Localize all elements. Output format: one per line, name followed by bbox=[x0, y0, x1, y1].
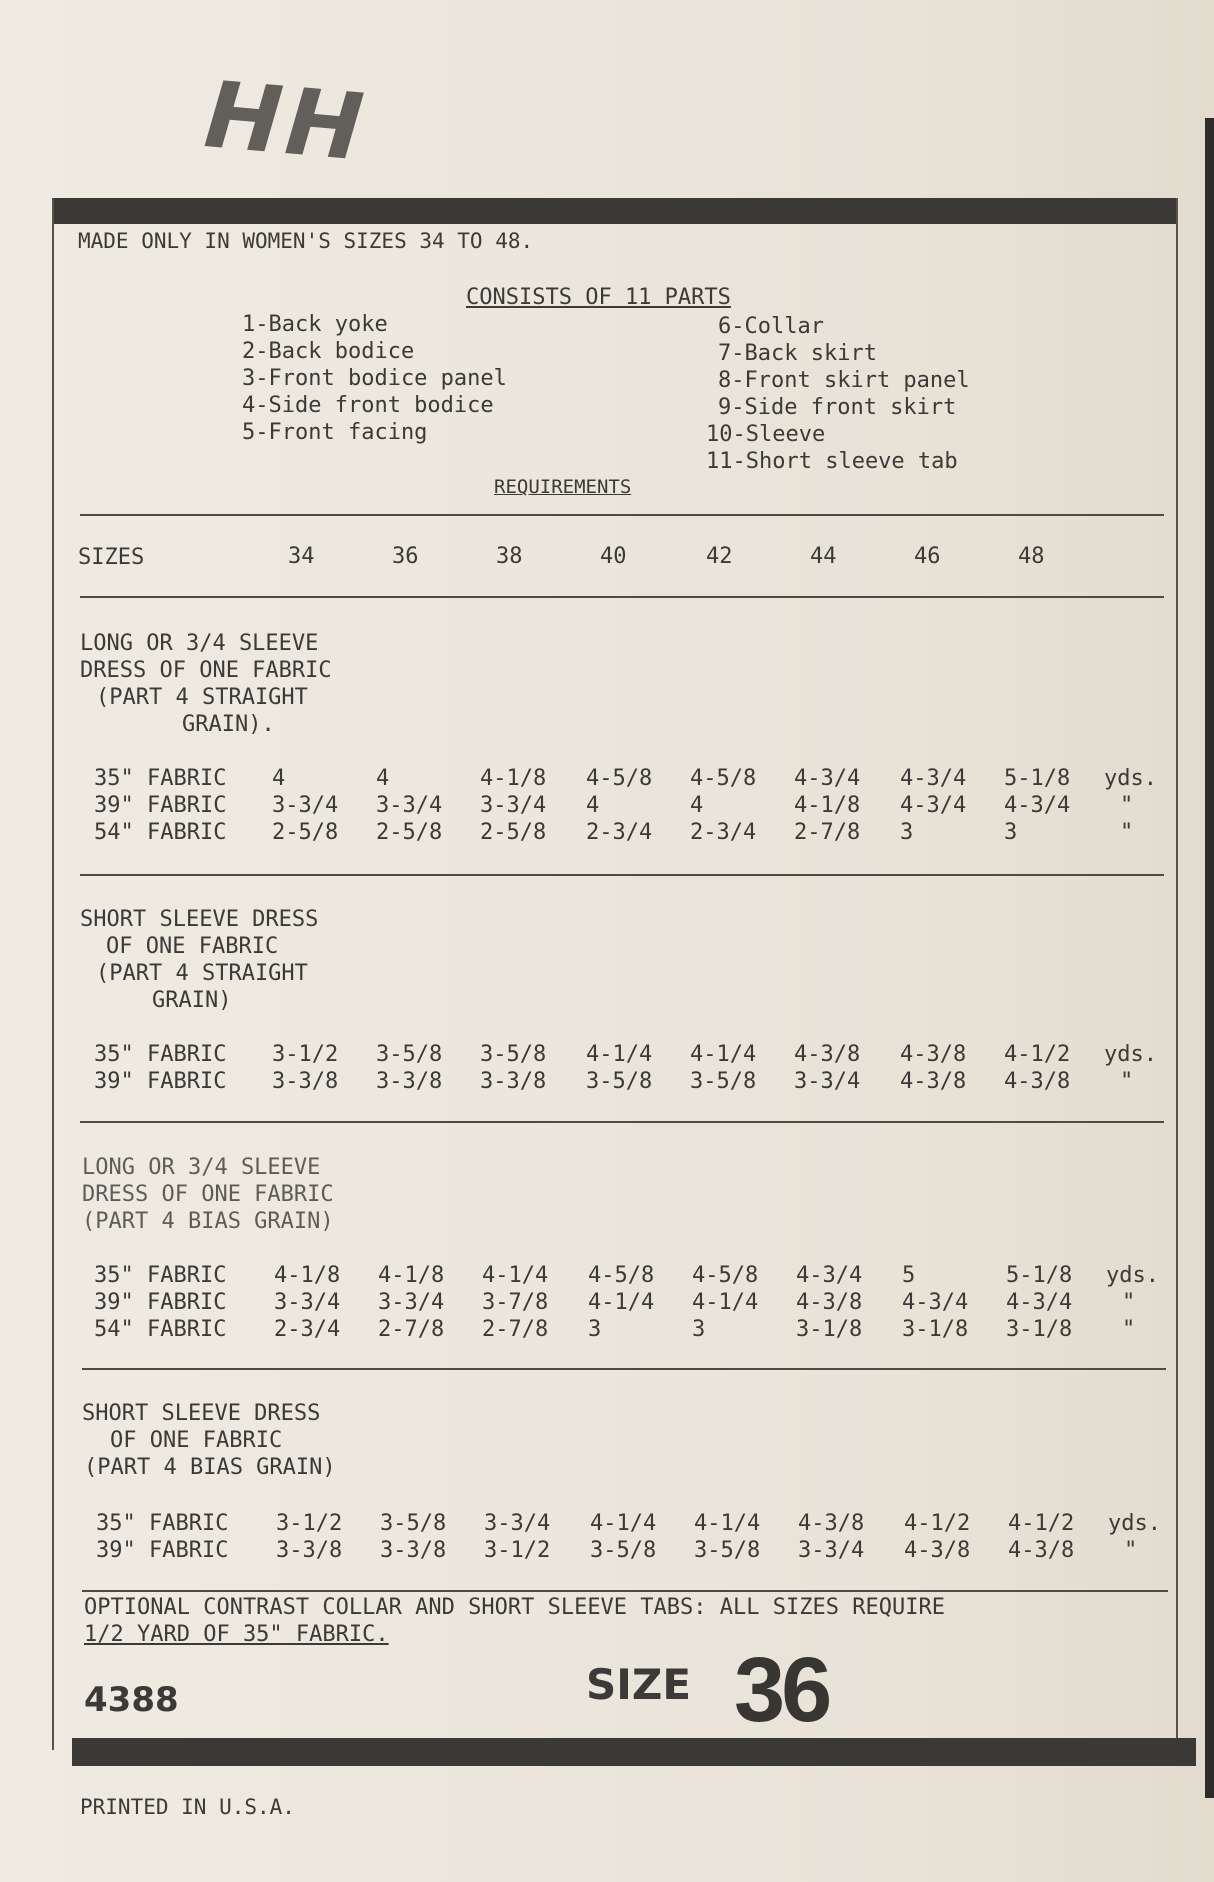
yardage-cell: 4-1/4 bbox=[692, 1290, 759, 1315]
yardage-cell: 4-1/4 bbox=[588, 1290, 655, 1315]
unit-cell: " bbox=[1124, 1538, 1138, 1563]
yardage-cell: 4-1/2 bbox=[1008, 1511, 1075, 1536]
fabric-width: 39" FABRIC bbox=[94, 793, 227, 818]
section-title-line: DRESS OF ONE FABRIC bbox=[82, 1182, 334, 1207]
section-title-line: (PART 4 BIAS GRAIN) bbox=[84, 1455, 336, 1480]
yardage-cell: 4-3/4 bbox=[1004, 793, 1071, 818]
section-title-line: SHORT SLEEVE DRESS bbox=[80, 907, 319, 932]
yardage-cell: 5-1/8 bbox=[1006, 1263, 1073, 1288]
pattern-number: 4388 bbox=[84, 1680, 179, 1720]
yardage-cell: 4-3/4 bbox=[902, 1290, 969, 1315]
yardage-cell: 3 bbox=[588, 1317, 602, 1342]
optional-note-line: OPTIONAL CONTRAST COLLAR AND SHORT SLEEVE TABS: ALL SIZES REQUIRE bbox=[84, 1595, 945, 1620]
yardage-cell: 4-1/8 bbox=[378, 1263, 445, 1288]
part-item: 9-Side front skirt bbox=[718, 395, 957, 420]
table-row bbox=[94, 1263, 1174, 1290]
yardage-cell: 4-1/4 bbox=[694, 1511, 761, 1536]
yardage-cell: 4-1/4 bbox=[586, 1042, 653, 1067]
yardage-cell: 3-5/8 bbox=[586, 1069, 653, 1094]
table-row bbox=[94, 1538, 1174, 1565]
yardage-cell: 2-5/8 bbox=[272, 820, 339, 845]
yardage-cell: 3-3/8 bbox=[276, 1538, 343, 1563]
table-row bbox=[94, 820, 1174, 847]
yardage-cell: 5 bbox=[902, 1263, 916, 1288]
fabric-width: 39" FABRIC bbox=[96, 1538, 229, 1563]
yardage-cell: 3-5/8 bbox=[376, 1042, 443, 1067]
optional-note-line: 1/2 YARD OF 35" FABRIC. bbox=[84, 1622, 389, 1647]
yardage-cell: 2-3/4 bbox=[690, 820, 757, 845]
size-label: SIZE bbox=[586, 1660, 692, 1709]
section-title-line: (PART 4 STRAIGHT bbox=[96, 685, 308, 710]
section-title-line: LONG OR 3/4 SLEEVE bbox=[82, 1155, 321, 1180]
table-row bbox=[94, 1511, 1174, 1538]
divider bbox=[80, 596, 1164, 598]
fabric-width: 54" FABRIC bbox=[94, 1317, 227, 1342]
unit-cell: " bbox=[1122, 1290, 1136, 1315]
fabric-width: 35" FABRIC bbox=[94, 1263, 227, 1288]
yardage-cell: 3-5/8 bbox=[380, 1511, 447, 1536]
yardage-cell: 5-1/8 bbox=[1004, 766, 1071, 791]
unit-cell: " bbox=[1120, 1069, 1134, 1094]
section-title-line: OF ONE FABRIC bbox=[106, 934, 279, 959]
yardage-cell: 4-3/4 bbox=[1006, 1290, 1073, 1315]
yardage-cell: 3-5/8 bbox=[694, 1538, 761, 1563]
fabric-width: 54" FABRIC bbox=[94, 820, 227, 845]
unit-cell: yds. bbox=[1106, 1263, 1159, 1288]
size-header: 44 bbox=[810, 544, 837, 569]
fabric-width: 39" FABRIC bbox=[94, 1069, 227, 1094]
divider bbox=[80, 514, 1164, 516]
yardage-cell: 3-3/4 bbox=[798, 1538, 865, 1563]
size-value: 36 bbox=[734, 1639, 829, 1741]
section-title-line: (PART 4 BIAS GRAIN) bbox=[82, 1209, 334, 1234]
yardage-cell: 3-3/4 bbox=[274, 1290, 341, 1315]
yardage-cell: 3-1/8 bbox=[1006, 1317, 1073, 1342]
size-header: 38 bbox=[496, 544, 523, 569]
divider bbox=[82, 1590, 1168, 1592]
yardage-cell: 3-5/8 bbox=[590, 1538, 657, 1563]
sizes-label: SIZES bbox=[78, 545, 145, 570]
fabric-width: 39" FABRIC bbox=[94, 1290, 227, 1315]
yardage-cell: 3-1/8 bbox=[796, 1317, 863, 1342]
yardage-cell: 4-1/2 bbox=[904, 1511, 971, 1536]
size-header: 42 bbox=[706, 544, 733, 569]
yardage-cell: 4-1/4 bbox=[690, 1042, 757, 1067]
yardage-cell: 4-5/8 bbox=[690, 766, 757, 791]
part-item: 3-Front bodice panel bbox=[242, 366, 507, 391]
yardage-cell: 3-3/4 bbox=[272, 793, 339, 818]
size-header: 36 bbox=[392, 544, 419, 569]
yardage-cell: 3 bbox=[900, 820, 914, 845]
size-header: 46 bbox=[914, 544, 941, 569]
intro-text: MADE ONLY IN WOMEN'S SIZES 34 TO 48. bbox=[78, 229, 534, 253]
yardage-cell: 4-1/8 bbox=[274, 1263, 341, 1288]
yardage-cell: 3-1/2 bbox=[272, 1042, 339, 1067]
yardage-cell: 4-1/4 bbox=[482, 1263, 549, 1288]
size-header: 40 bbox=[600, 544, 627, 569]
table-row bbox=[94, 793, 1174, 820]
yardage-cell: 4-3/8 bbox=[794, 1042, 861, 1067]
yardage-cell: 2-3/4 bbox=[274, 1317, 341, 1342]
unit-cell: yds. bbox=[1108, 1511, 1161, 1536]
yardage-cell: 2-5/8 bbox=[480, 820, 547, 845]
part-item: 8-Front skirt panel bbox=[718, 368, 970, 393]
unit-cell: " bbox=[1120, 820, 1134, 845]
table-row bbox=[94, 1317, 1174, 1344]
table-row bbox=[94, 1290, 1174, 1317]
yardage-cell: 4 bbox=[376, 766, 390, 791]
size-header: 34 bbox=[288, 544, 315, 569]
bottom-border-bar bbox=[72, 1738, 1196, 1766]
yardage-cell: 4-3/4 bbox=[900, 766, 967, 791]
part-item: 1-Back yoke bbox=[242, 312, 388, 337]
yardage-cell: 3-3/4 bbox=[480, 793, 547, 818]
section-title-line: GRAIN) bbox=[152, 988, 232, 1013]
part-item: 10-Sleeve bbox=[706, 422, 826, 447]
yardage-cell: 2-7/8 bbox=[482, 1317, 549, 1342]
yardage-cell: 3-7/8 bbox=[482, 1290, 549, 1315]
table-row bbox=[94, 1069, 1174, 1096]
part-item: 11-Short sleeve tab bbox=[706, 449, 958, 474]
yardage-cell: 3-5/8 bbox=[690, 1069, 757, 1094]
section-title-line: OF ONE FABRIC bbox=[110, 1428, 283, 1453]
yardage-cell: 3 bbox=[692, 1317, 706, 1342]
table-row bbox=[94, 1042, 1174, 1069]
yardage-cell: 4 bbox=[690, 793, 704, 818]
section-title-line: LONG OR 3/4 SLEEVE bbox=[80, 631, 319, 656]
divider bbox=[80, 1121, 1164, 1123]
yardage-cell: 2-7/8 bbox=[794, 820, 861, 845]
yardage-cell: 3-3/4 bbox=[378, 1290, 445, 1315]
yardage-cell: 4-3/4 bbox=[796, 1263, 863, 1288]
yardage-cell: 4-5/8 bbox=[586, 766, 653, 791]
part-item: 5-Front facing bbox=[242, 420, 428, 445]
part-item: 2-Back bodice bbox=[242, 339, 415, 364]
fabric-width: 35" FABRIC bbox=[94, 766, 227, 791]
yardage-cell: 4-3/8 bbox=[1004, 1069, 1071, 1094]
yardage-cell: 3-3/4 bbox=[794, 1069, 861, 1094]
section-title-line: DRESS OF ONE FABRIC bbox=[80, 658, 332, 683]
yardage-cell: 4 bbox=[272, 766, 286, 791]
unit-cell: " bbox=[1120, 793, 1134, 818]
yardage-cell: 4-1/2 bbox=[1004, 1042, 1071, 1067]
footer-printed: PRINTED IN U.S.A. bbox=[80, 1795, 295, 1819]
yardage-cell: 4-5/8 bbox=[588, 1263, 655, 1288]
yardage-cell: 3 bbox=[1004, 820, 1018, 845]
size-header: 48 bbox=[1018, 544, 1045, 569]
unit-cell: yds. bbox=[1104, 1042, 1157, 1067]
unit-cell: " bbox=[1122, 1317, 1136, 1342]
handwritten-mark: HH bbox=[200, 61, 372, 182]
divider bbox=[82, 1368, 1166, 1370]
yardage-cell: 3-3/8 bbox=[272, 1069, 339, 1094]
yardage-cell: 3-3/8 bbox=[480, 1069, 547, 1094]
yardage-cell: 4-1/8 bbox=[480, 766, 547, 791]
page-edge bbox=[1205, 118, 1214, 1798]
section-title-line: GRAIN). bbox=[182, 712, 275, 737]
yardage-cell: 4-3/8 bbox=[798, 1511, 865, 1536]
part-item: 6-Collar bbox=[718, 314, 824, 339]
yardage-cell: 3-1/2 bbox=[484, 1538, 551, 1563]
yardage-cell: 3-3/8 bbox=[376, 1069, 443, 1094]
yardage-cell: 4-3/8 bbox=[904, 1538, 971, 1563]
yardage-cell: 4-3/4 bbox=[900, 793, 967, 818]
yardage-cell: 4-3/8 bbox=[1008, 1538, 1075, 1563]
yardage-cell: 3-3/8 bbox=[380, 1538, 447, 1563]
yardage-cell: 4-1/8 bbox=[794, 793, 861, 818]
yardage-cell: 3-3/4 bbox=[376, 793, 443, 818]
yardage-cell: 4 bbox=[586, 793, 600, 818]
yardage-cell: 4-1/4 bbox=[590, 1511, 657, 1536]
part-item: 7-Back skirt bbox=[718, 341, 877, 366]
yardage-cell: 3-3/4 bbox=[484, 1511, 551, 1536]
section-title-line: SHORT SLEEVE DRESS bbox=[82, 1401, 321, 1426]
requirements-heading: REQUIREMENTS bbox=[494, 476, 632, 498]
yardage-cell: 2-5/8 bbox=[376, 820, 443, 845]
yardage-cell: 4-3/4 bbox=[794, 766, 861, 791]
yardage-cell: 4-3/8 bbox=[900, 1069, 967, 1094]
fabric-width: 35" FABRIC bbox=[94, 1042, 227, 1067]
divider bbox=[80, 874, 1164, 876]
yardage-cell: 3-1/8 bbox=[902, 1317, 969, 1342]
yardage-cell: 3-5/8 bbox=[480, 1042, 547, 1067]
yardage-cell: 4-3/8 bbox=[900, 1042, 967, 1067]
yardage-cell: 2-3/4 bbox=[586, 820, 653, 845]
unit-cell: yds. bbox=[1104, 766, 1157, 791]
yardage-cell: 3-1/2 bbox=[276, 1511, 343, 1536]
section-title-line: (PART 4 STRAIGHT bbox=[96, 961, 308, 986]
parts-heading: CONSISTS OF 11 PARTS bbox=[466, 285, 731, 310]
part-item: 4-Side front bodice bbox=[242, 393, 494, 418]
fabric-width: 35" FABRIC bbox=[96, 1511, 229, 1536]
yardage-cell: 4-3/8 bbox=[796, 1290, 863, 1315]
table-row bbox=[94, 766, 1174, 793]
yardage-cell: 4-5/8 bbox=[692, 1263, 759, 1288]
yardage-cell: 2-7/8 bbox=[378, 1317, 445, 1342]
